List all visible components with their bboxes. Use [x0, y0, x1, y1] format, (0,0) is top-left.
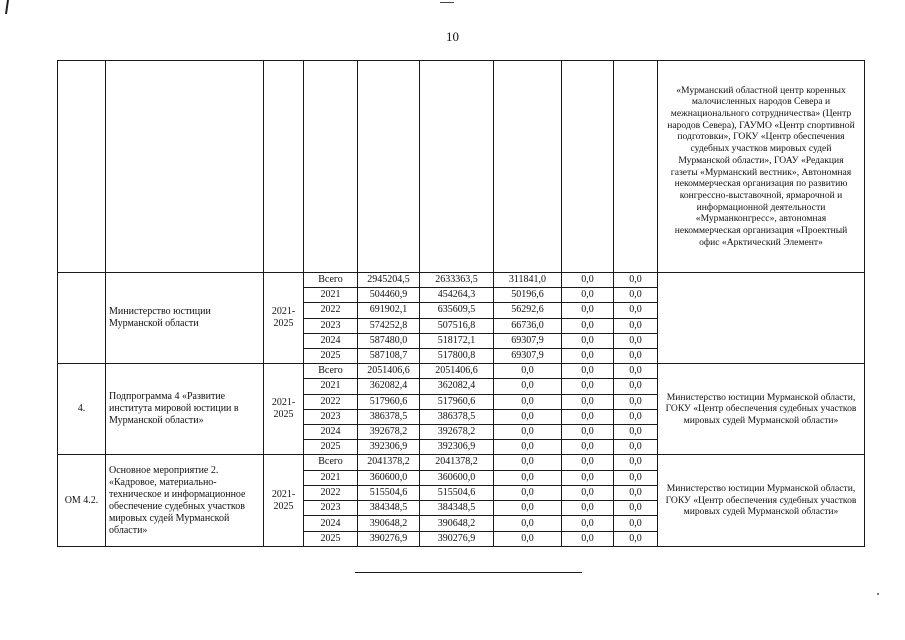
cell-year: 2024	[304, 333, 358, 348]
cell-local: 0,0	[562, 348, 614, 363]
cell-other: 0,0	[614, 485, 658, 500]
cell-year: 2025	[304, 531, 358, 546]
cell-regional: 392306,9	[420, 440, 494, 455]
scan-top-dash	[440, 2, 454, 3]
cell-code: ОМ 4.2.	[58, 455, 106, 547]
cell-total: 384348,5	[358, 501, 420, 516]
cell-federal: 0,0	[494, 424, 562, 439]
cell-local: 0,0	[562, 273, 614, 288]
cell-other: 0,0	[614, 455, 658, 470]
cell-other: 0,0	[614, 470, 658, 485]
cell-local: 0,0	[562, 364, 614, 379]
cell-local: 0,0	[562, 379, 614, 394]
cell-local: 0,0	[562, 455, 614, 470]
cell-total: 587108,7	[358, 348, 420, 363]
cell-value	[358, 61, 420, 273]
table-row	[58, 455, 865, 470]
cell-federal: 0,0	[494, 485, 562, 500]
cell-year: 2025	[304, 348, 358, 363]
cell-local: 0,0	[562, 470, 614, 485]
table-row-continued	[58, 61, 865, 273]
cell-total: 515504,6	[358, 485, 420, 500]
cell-total: 392678,2	[358, 424, 420, 439]
cell-federal: 56292,6	[494, 303, 562, 318]
cell-total: 386378,5	[358, 409, 420, 424]
cell-federal: 0,0	[494, 455, 562, 470]
cell-federal: 0,0	[494, 470, 562, 485]
cell-federal: 0,0	[494, 379, 562, 394]
cell-federal: 69307,9	[494, 348, 562, 363]
cell-other: 0,0	[614, 440, 658, 455]
cell-regional: 362082,4	[420, 379, 494, 394]
cell-federal: 66736,0	[494, 318, 562, 333]
cell-period	[264, 61, 304, 273]
cell-local: 0,0	[562, 318, 614, 333]
cell-local: 0,0	[562, 531, 614, 546]
cell-total: 504460,9	[358, 288, 420, 303]
cell-regional: 392678,2	[420, 424, 494, 439]
cell-total: 390648,2	[358, 516, 420, 531]
cell-regional: 507516,8	[420, 318, 494, 333]
cell-federal: 69307,9	[494, 333, 562, 348]
cell-year	[304, 61, 358, 273]
cell-code: 4.	[58, 364, 106, 455]
cell-regional: 517960,6	[420, 394, 494, 409]
cell-year: 2021	[304, 288, 358, 303]
cell-federal: 0,0	[494, 394, 562, 409]
cell-local: 0,0	[562, 424, 614, 439]
footer-separator-line	[355, 572, 582, 573]
cell-local: 0,0	[562, 394, 614, 409]
cell-total: 517960,6	[358, 394, 420, 409]
cell-other: 0,0	[614, 333, 658, 348]
cell-regional: 390648,2	[420, 516, 494, 531]
cell-other: 0,0	[614, 273, 658, 288]
cell-code	[58, 273, 106, 364]
cell-other: 0,0	[614, 303, 658, 318]
cell-regional: 360600,0	[420, 470, 494, 485]
cell-total: 2051406,6	[358, 364, 420, 379]
cell-other: 0,0	[614, 364, 658, 379]
cell-total: 2945204,5	[358, 273, 420, 288]
cell-period: 2021-2025	[264, 455, 304, 547]
cell-federal: 0,0	[494, 531, 562, 546]
cell-name: Основное мероприятие 2. «Кадровое, материально-техническое и информационное обеспечение судебных участков мировых судей Мурманской области»	[106, 455, 264, 547]
cell-year: 2022	[304, 394, 358, 409]
cell-federal: 0,0	[494, 409, 562, 424]
cell-local: 0,0	[562, 516, 614, 531]
cell-federal: 0,0	[494, 516, 562, 531]
cell-total: 691902,1	[358, 303, 420, 318]
cell-name	[106, 61, 264, 273]
cell-period: 2021-2025	[264, 273, 304, 364]
cell-total: 587480,0	[358, 333, 420, 348]
page-number: 10	[446, 29, 459, 44]
cell-federal: 50196,6	[494, 288, 562, 303]
cell-total: 390276,9	[358, 531, 420, 546]
cell-regional: 390276,9	[420, 531, 494, 546]
cell-federal: 0,0	[494, 364, 562, 379]
cell-year: Всего	[304, 455, 358, 470]
table-row	[58, 273, 865, 288]
cell-year: Всего	[304, 364, 358, 379]
scan-corner-mark	[5, 0, 13, 14]
cell-regional: 635609,5	[420, 303, 494, 318]
cell-year: 2023	[304, 318, 358, 333]
cell-value	[494, 61, 562, 273]
scan-speck	[877, 593, 879, 595]
cell-year: Всего	[304, 273, 358, 288]
cell-other: 0,0	[614, 516, 658, 531]
table-body	[58, 61, 865, 547]
cell-regional: 384348,5	[420, 501, 494, 516]
cell-code	[58, 61, 106, 273]
cell-other: 0,0	[614, 379, 658, 394]
cell-value	[614, 61, 658, 273]
cell-executors	[658, 273, 865, 364]
cell-local: 0,0	[562, 333, 614, 348]
cell-value	[562, 61, 614, 273]
cell-local: 0,0	[562, 440, 614, 455]
cell-other: 0,0	[614, 318, 658, 333]
cell-local: 0,0	[562, 288, 614, 303]
cell-year: 2022	[304, 303, 358, 318]
cell-regional: 386378,5	[420, 409, 494, 424]
cell-other: 0,0	[614, 409, 658, 424]
cell-period: 2021-2025	[264, 364, 304, 455]
cell-regional: 515504,6	[420, 485, 494, 500]
cell-total: 392306,9	[358, 440, 420, 455]
cell-year: 2022	[304, 485, 358, 500]
cell-year: 2021	[304, 379, 358, 394]
cell-local: 0,0	[562, 501, 614, 516]
cell-regional: 2633363,5	[420, 273, 494, 288]
cell-other: 0,0	[614, 348, 658, 363]
cell-regional: 2041378,2	[420, 455, 494, 470]
cell-name: Подпрограмма 4 «Развитие института мировой юстиции в Мурманской области»	[106, 364, 264, 455]
table-row	[58, 364, 865, 379]
cell-regional: 2051406,6	[420, 364, 494, 379]
cell-local: 0,0	[562, 303, 614, 318]
cell-value	[420, 61, 494, 273]
cell-other: 0,0	[614, 531, 658, 546]
budget-table	[57, 60, 865, 547]
cell-other: 0,0	[614, 501, 658, 516]
cell-regional: 454264,3	[420, 288, 494, 303]
cell-year: 2023	[304, 409, 358, 424]
cell-year: 2024	[304, 424, 358, 439]
cell-federal: 0,0	[494, 501, 562, 516]
cell-local: 0,0	[562, 409, 614, 424]
cell-executors: «Мурманский областной центр коренных малочисленных народов Севера и межнационального сотрудничества» (Центр народов Севера), ГАУМО «Центр спортивной подготовки», ГОКУ «Центр обеспечения судебных участков мировых судей Мурманской области», ГОАУ «Редакция газеты «Мурманский вестник», Автономная некоммерческая организация по развитию конгрессно-выставочной, ярмарочной и информационной деятельности «Мурманконгресс», автономная некоммерческая организация «Проектный офис «Арктический Элемент»	[658, 61, 865, 273]
cell-other: 0,0	[614, 394, 658, 409]
cell-year: 2021	[304, 470, 358, 485]
cell-federal: 311841,0	[494, 273, 562, 288]
cell-total: 362082,4	[358, 379, 420, 394]
cell-regional: 517800,8	[420, 348, 494, 363]
cell-other: 0,0	[614, 288, 658, 303]
cell-year: 2025	[304, 440, 358, 455]
cell-total: 2041378,2	[358, 455, 420, 470]
cell-year: 2024	[304, 516, 358, 531]
cell-other: 0,0	[614, 424, 658, 439]
cell-executors: Министерство юстиции Мурманской области, ГОКУ «Центр обеспечения судебных участков мировых судей Мурманской области»	[658, 455, 865, 547]
cell-federal: 0,0	[494, 440, 562, 455]
cell-name: Министерство юстиции Мурманской области	[106, 273, 264, 364]
cell-executors: Министерство юстиции Мурманской области, ГОКУ «Центр обеспечения судебных участков мировых судей Мурманской области»	[658, 364, 865, 455]
cell-total: 360600,0	[358, 470, 420, 485]
cell-local: 0,0	[562, 485, 614, 500]
cell-year: 2023	[304, 501, 358, 516]
cell-total: 574252,8	[358, 318, 420, 333]
cell-regional: 518172,1	[420, 333, 494, 348]
